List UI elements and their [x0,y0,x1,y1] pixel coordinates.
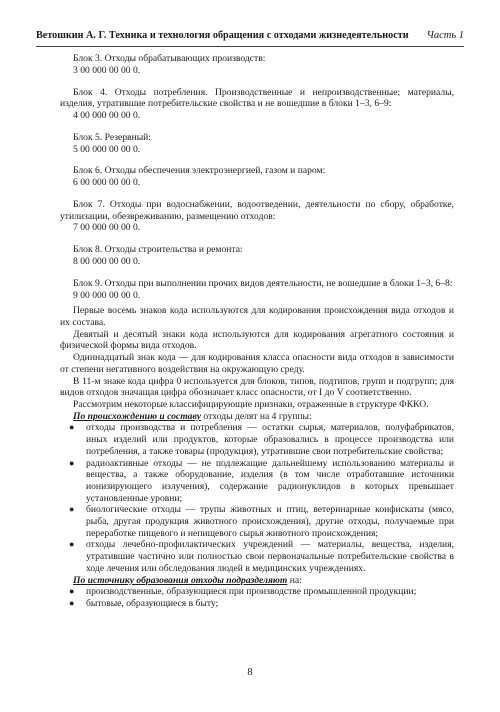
block-code: 3 00 000 00 00 0. [73,64,141,76]
running-header [36,30,464,41]
list-item [60,539,454,574]
page-number: 8 [247,667,253,678]
paragraph: В 11-м знаке кода цифра 0 используется для блоков, типов, подтипов, групп и подгрупп; для видов отходов значащая цифра обозначает класс опасности, от I до V соответственно. [60,375,454,399]
block-entry [60,199,454,234]
section-heading-source [60,575,454,587]
section-title-emphasis: По происхождению и составу [73,410,201,422]
paragraph: Рассмотрим некоторые классифицирующие признаки, отраженные в структуре ФККО. [73,399,429,410]
section-heading-origin [60,411,454,423]
bullet-icon: ● [69,539,75,550]
page-content [60,53,454,610]
bullet-icon: ● [69,422,75,433]
block-name: Блок 5. Резервный: [73,131,151,143]
block-entry [60,132,454,155]
block-code: 9 00 000 00 00 0. [73,289,141,301]
list-item-text: бытовые, образующиеся в быту; [86,597,219,609]
header-title: Ветошкин А. Г. Техника и технология обращения с отходами жизнедеятельности [36,30,409,41]
bullet-icon: ● [69,586,75,597]
paragraph: Первые восемь знаков кода используются для кодирования происхождения вида отходов и их состава. [60,305,454,329]
block-name: Блок 6. Отходы обеспечения электроэнергией, газом и паром: [73,165,326,177]
bullet-icon: ● [69,597,75,608]
section-title-rest: на: [287,574,302,586]
list-item [60,598,454,610]
header-rule [36,46,464,47]
list-item-text: отходы лечебно-профилактических учреждений — материалы, вещества, изделия, утратившие частично или полностью свои первоначальные потребительские свойства в ходе лечения или обследования людей в медицинских учреждениях. [86,539,454,574]
block-code: 5 00 000 00 00 0. [73,143,141,155]
bullet-icon: ● [69,457,75,468]
list-item-text: производственные, образующиеся при производстве промышленной продукции; [86,586,417,598]
section-title-emphasis: По источнику образования отходы подразделяют [73,574,288,586]
list-item-text: радиоактивные отходы — не подлежащие дальнейшему использованию материалы и вещества, а также оборудование, изделия (в том числе отработавшие источники ионизирующего излучения), содержание радионуклидов в которых превышает установленные уровни; [86,457,454,504]
block-code: 8 00 000 00 00 0. [73,256,141,268]
source-list [60,586,454,609]
origin-list [60,422,454,574]
block-name: Блок 9. Отходы при выполнении прочих видов деятельности, не вошедшие в блоки 1–3, 6–8: [73,277,453,289]
block-entry [60,53,454,76]
block-name: Блок 3. Отходы обрабатывающих производств: [73,53,266,64]
paragraph: Девятый и десятый знаки кода используются для кодирования агрегатного состояния и физической формы вида отходов. [60,328,454,352]
block-name: Блок 8. Отходы строительства и ремонта: [73,244,243,256]
block-entry [60,165,454,188]
list-item-text: биологические отходы — трупы животных и птиц, ветеринарные конфискаты (мясо, рыба, другая продукция животного происхождения), другие отходы, получаемые при переработке пищевого и непищевого сырья животного происхождения; [86,504,454,539]
block-code: 6 00 000 00 00 0. [73,177,141,189]
paragraph: Одиннадцатый знак кода — для кодирования класса опасности вида отходов в зависимости от степени негативного воздействия на окружающую среду. [60,352,454,375]
list-item [60,458,454,505]
block-code: 4 00 000 00 00 0. [73,110,141,121]
header-part: Часть 1 [426,30,464,41]
list-item [60,586,454,598]
block-entry [60,87,454,122]
list-item [60,422,454,457]
block-name: Блок 4. Отходы потребления. Производственные и непроизводственные; материалы, изделия, утратившие потребительские свойства и не вошедшие в блоки 1–3, 6–9: [60,86,454,110]
block-entry [60,278,454,301]
bullet-icon: ● [69,504,75,515]
block-name: Блок 7. Отходы при водоснабжении, водоотведении, деятельности по сбору, обработке, утилизации, обезвреживанию, размещению отходов: [60,199,454,222]
section-title-rest: отходы делят на 4 группы: [201,410,312,422]
list-item-text: отходы производства и потребления — остатки сырья, материалов, полуфабрикатов, иных изделий или продуктов, которые образовались в процессе производства или потребления, а также товары (продукция), утратившие свои потребительские свойства; [86,422,454,457]
list-item [60,504,454,539]
block-code: 7 00 000 00 00 0. [73,222,141,234]
block-entry [60,244,454,267]
